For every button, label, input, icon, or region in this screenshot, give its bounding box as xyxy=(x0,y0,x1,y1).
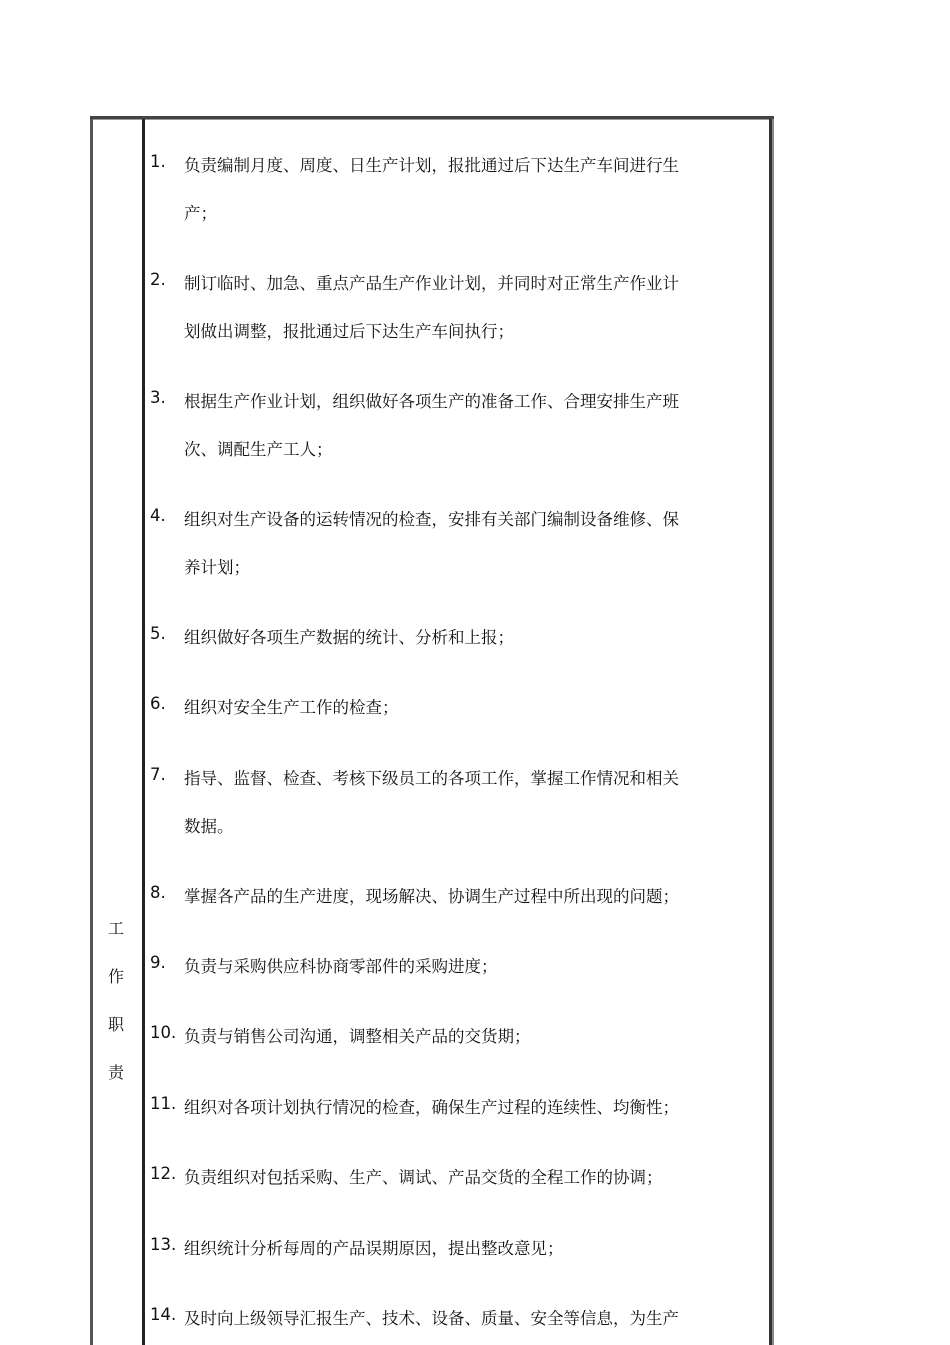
table-top-border xyxy=(90,116,774,120)
table-right-border xyxy=(769,119,774,1345)
duty-text-line: 组织对安全生产工作的检查； xyxy=(184,698,399,717)
label-char: 责 xyxy=(107,1063,124,1082)
table-left-border xyxy=(90,119,93,1345)
duty-number: 6. xyxy=(150,694,166,713)
duty-number: 7. xyxy=(150,765,166,784)
duty-number: 5. xyxy=(150,624,166,643)
duty-text-line: 负责与采购供应科协商零部件的采购进度； xyxy=(184,957,498,976)
duty-text-line: 及时向上级领导汇报生产、技术、设备、质量、安全等信息，为生产 xyxy=(184,1309,679,1328)
duty-number: 4. xyxy=(150,506,166,525)
duty-number: 2. xyxy=(150,270,166,289)
duty-number: 3. xyxy=(150,388,166,407)
section-label-job-duties xyxy=(100,905,132,1097)
duty-text-line: 组织对生产设备的运转情况的检查，安排有关部门编制设备维修、保 xyxy=(184,510,679,529)
duty-text-line: 负责组织对包括采购、生产、调试、产品交货的全程工作的协调； xyxy=(184,1168,663,1187)
duty-text-line: 组织做好各项生产数据的统计、分析和上报； xyxy=(184,628,514,647)
duty-text-line: 组织对各项计划执行情况的检查，确保生产过程的连续性、均衡性； xyxy=(184,1098,679,1117)
duty-text-line: 划做出调整，报批通过后下达生产车间执行； xyxy=(184,322,514,341)
label-char: 职 xyxy=(107,1015,124,1034)
duty-text-line: 指导、监督、检查、考核下级员工的各项工作，掌握工作情况和相关 xyxy=(184,769,679,788)
duty-number: 14. xyxy=(150,1305,177,1324)
duty-text-line: 根据生产作业计划，组织做好各项生产的准备工作、合理安排生产班 xyxy=(184,392,679,411)
duty-text-line: 制订临时、加急、重点产品生产作业计划，并同时对正常生产作业计 xyxy=(184,274,679,293)
duty-text-line: 组织统计分析每周的产品误期原因，提出整改意见； xyxy=(184,1239,564,1258)
table-column-divider xyxy=(142,119,145,1345)
label-char: 作 xyxy=(107,967,124,986)
duty-number: 1. xyxy=(150,152,166,171)
duty-number: 10. xyxy=(150,1023,177,1042)
duty-text-line: 负责编制月度、周度、日生产计划，报批通过后下达生产车间进行生 xyxy=(184,156,679,175)
duty-text-line: 养计划； xyxy=(184,558,250,577)
duty-text-line: 产； xyxy=(184,204,217,223)
duty-number: 12. xyxy=(150,1164,177,1183)
duty-number: 11. xyxy=(150,1094,177,1113)
duty-text-line: 掌握各产品的生产进度，现场解决、协调生产过程中所出现的问题； xyxy=(184,887,679,906)
duty-number: 13. xyxy=(150,1235,177,1254)
duty-text-line: 负责与销售公司沟通，调整相关产品的交货期； xyxy=(184,1027,531,1046)
duty-text-line: 次、调配生产工人； xyxy=(184,440,333,459)
duty-number: 8. xyxy=(150,883,166,902)
label-char: 工 xyxy=(107,919,124,938)
duty-number: 9. xyxy=(150,953,166,972)
duty-text-line: 数据。 xyxy=(184,817,234,836)
